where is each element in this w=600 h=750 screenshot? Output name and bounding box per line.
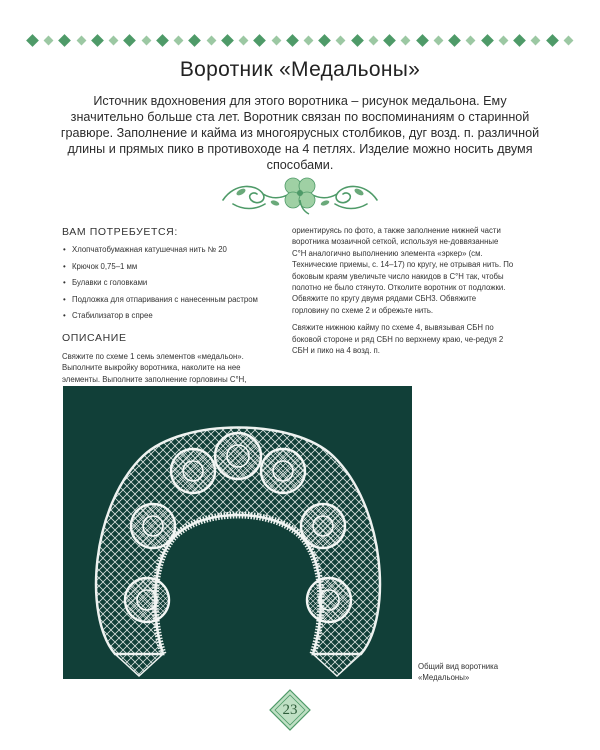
materials-list: [62, 244, 280, 321]
description-text-left: Свяжите по схеме 1 семь элементов «медальон». Выполните выкройку воротника, наколите на нее элементы. Выполните заполнение горловины С°Н,: [62, 351, 247, 384]
border-gem: [76, 35, 86, 45]
border-gem: [336, 35, 346, 45]
list-item: • Булавки с головками: [62, 277, 280, 288]
border-gem: [531, 35, 541, 45]
border-gem: [174, 35, 184, 45]
description-text-right-2: Свяжите нижнюю кайму по схеме 4, вывязывая СБН по боковой стороне и ряд СБН по верхнему краю, че-редуя 2 СБН и пико на 4 возд. п.: [292, 323, 504, 356]
list-item: • Хлопчатобумажная катушечная нить № 20: [62, 244, 280, 255]
border-gem: [26, 34, 39, 47]
border-gem: [221, 34, 234, 47]
border-gem: [109, 35, 119, 45]
page-number: 23: [282, 702, 298, 718]
photo-caption: Общий вид воротника «Медальоны»: [418, 662, 499, 682]
border-gem: [286, 34, 299, 47]
border-gem: [318, 34, 331, 47]
border-gem: [304, 35, 314, 45]
border-gem: [416, 34, 429, 47]
page-title: Воротник «Медальоны»: [179, 58, 421, 81]
border-gem: [368, 35, 378, 45]
border-gem: [401, 35, 411, 45]
lace-collar-illustration: [63, 386, 412, 679]
description-heading: ОПИСАНИЕ: [62, 332, 127, 345]
description-text-right-1: ориентируясь по фото, а также заполнение нижней части воротника мозаичной сеткой, используя не-доввязанные С°Н аналогично выполнению элемента «эркер» (см. Технические приемы, с. 14–17) по кругу, не отрывая нить. По боковым краям увеличьте число накидов в С°Н так, чтобы полотно не было стянуто. Отколите воротник от подложки. Обвяжите по кругу двумя рядами СБН3. Обвяжите горловину по схеме 2 и обрежьте нить.: [292, 226, 514, 315]
border-gem: [351, 34, 364, 47]
border-gem: [448, 34, 461, 47]
page-number-badge: [268, 688, 312, 732]
border-gem: [383, 34, 396, 47]
border-gem: [188, 34, 201, 47]
border-gem: [156, 34, 169, 47]
border-gem: [239, 35, 249, 45]
border-gem: [91, 34, 104, 47]
border-gem: [44, 35, 54, 45]
clover-ornament: [213, 170, 387, 216]
border-gem: [513, 34, 526, 47]
left-column: [62, 225, 280, 391]
list-item: • Стабилизатор в спрее: [62, 310, 280, 321]
border-gem: [124, 34, 137, 47]
border-gem: [433, 35, 443, 45]
border-gem: [481, 34, 494, 47]
border-gem: [141, 35, 151, 45]
border-gem: [271, 35, 281, 45]
right-column: [292, 225, 514, 362]
border-gem: [206, 35, 216, 45]
intro-paragraph: Источник вдохновения для этого воротника – рисунок медальона. Ему значительно больше ста лет. Воротник связан по воспоминаниям о старинной гравюре. Заполнение и кайма из многоярусных столбиков, дуг возд. п. различной длины и прямых пико в противоходе на 4 петлях. Изделие можно носить двумя способами.: [60, 94, 540, 172]
collar-photo: [63, 386, 412, 679]
decorative-border: [28, 30, 572, 50]
border-gem: [466, 35, 476, 45]
border-gem: [59, 34, 72, 47]
materials-heading: ВАМ ПОТРЕБУЕТСЯ:: [62, 226, 178, 238]
border-gem: [563, 35, 573, 45]
border-gem: [253, 34, 266, 47]
list-item: • Подложка для отпаривания с нанесенным растром: [62, 294, 280, 305]
border-gem: [498, 35, 508, 45]
border-gem: [546, 34, 559, 47]
list-item: • Крючок 0,75–1 мм: [62, 261, 280, 272]
